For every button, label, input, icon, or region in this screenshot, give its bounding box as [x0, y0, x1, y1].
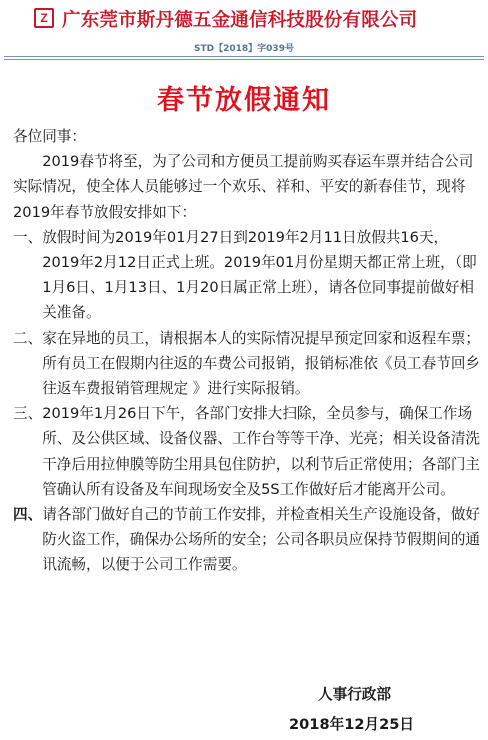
list-item-marker: 二、: [13, 329, 43, 347]
logo-letter: Z: [40, 11, 48, 25]
company-name: 广东莞市斯丹德五金通信科技股份有限公司: [62, 10, 418, 31]
document-number: STD【2018】字039号: [194, 44, 294, 54]
salutation: 各位同事：: [13, 128, 86, 145]
letterhead: [4, 2, 482, 34]
header-divider-bottom: [4, 59, 484, 60]
notice-body: [13, 124, 481, 578]
list-item-text: 家在异地的员工，请根据本人的实际情况提早预定回家和返程车票；所有员工在假期内往返的车费公司报销，报销标准依《员工春节回乡往返车费报销管理规定 》进行实际报销。: [42, 329, 481, 398]
header-divider-top: [4, 56, 484, 57]
list-item-text: 请各部门做好自己的节前工作安排，并检查相关生产设施设备，做好防火盗工作，确保办公场所的安全；公司各职员应保持节假期间的通讯流畅，以便于公司工作需要。: [42, 506, 481, 574]
list-item-text: 放假时间为2019年01月27日到2019年2月11日放假共16天，2019年2月12日正式上班。2019年01月份星期天都正常上班，（即1月6日、1月13日、1月20日属正常上班），请各位同事提前做好相关准备。: [42, 228, 477, 322]
list-item-text: 2019年1月26日下午，各部门安排大扫除，全员参与，确保工作场所、及公供区域、设备仪器、工作台等等干净、光亮；相关设备清洗干净后用拉伸膜等防尘用具包住防护，以利节后正常使用；各部门主管确认所有设备及车间现场安全及5S工作做好后才能离开公司。: [42, 405, 481, 498]
list-item: [13, 502, 481, 578]
list-item-marker: 一、: [13, 228, 43, 246]
list-item: [13, 401, 481, 502]
signature-date: 2018年12月25日: [289, 716, 415, 733]
signature-department: 人事行政部: [318, 686, 391, 703]
list-item-marker: 四、: [13, 506, 43, 524]
list-item: [13, 326, 481, 402]
list-item: [13, 225, 481, 326]
company-logo-icon: [34, 8, 54, 28]
list-item-marker: 三、: [13, 405, 43, 423]
notice-title: 春节放假通知: [157, 85, 331, 116]
intro-paragraph: 2019春节将至，为了公司和方便员工提前购买春运车票并结合公司实际情况，使全体人员能够过一个欢乐、祥和、平安的新春佳节，现将2019年春节放假安排如下：: [13, 153, 474, 221]
